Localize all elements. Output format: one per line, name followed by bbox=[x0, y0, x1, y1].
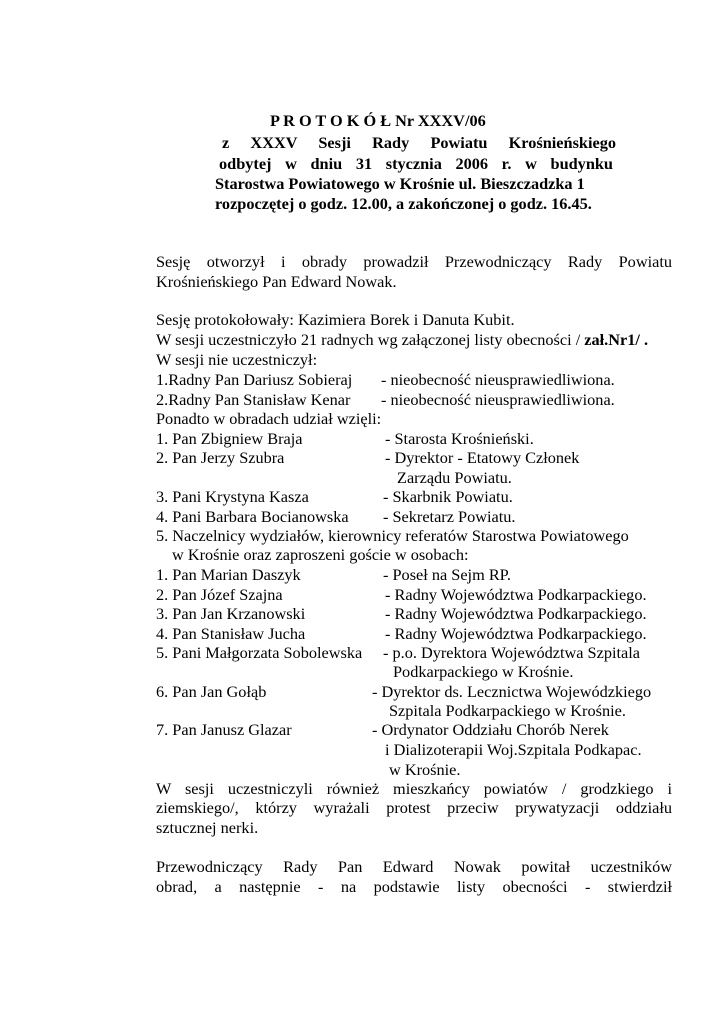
guest-role-cont: Zarządu Powiatu. bbox=[397, 468, 512, 487]
attendance-line bbox=[156, 330, 648, 350]
guest-role: - Skarbnik Powiatu. bbox=[383, 487, 513, 506]
guest-name: 1. Pan Marian Daszyk bbox=[156, 565, 301, 584]
protocol-title: P R O T O K Ó Ł Nr XXXV/06 bbox=[270, 111, 486, 130]
absent-name: 2.Radny Pan Stanisław Kenar bbox=[156, 390, 351, 409]
guest-name: 4. Pan Stanisław Jucha bbox=[156, 624, 306, 643]
guest-role-cont: Szpitala Podkarpackiego w Krośnie. bbox=[389, 701, 626, 720]
guest-role: - Dyrektor - Etatowy Członek bbox=[385, 448, 580, 467]
guest-role: - Radny Województwa Podkarpackiego. bbox=[385, 604, 647, 623]
header-line-3: odbytej w dniu 31 stycznia 2006 r. w budynku bbox=[219, 154, 613, 173]
header-line-2: z XXXV Sesji Rady Powiatu Krośnieńskiego bbox=[222, 133, 616, 152]
opening-paragraph-line-2: Krośnieńskiego Pan Edward Nowak. bbox=[156, 272, 397, 291]
guest-name: 5. Pani Małgorzata Sobolewska bbox=[156, 643, 363, 662]
absent-name: 1.Radny Pan Dariusz Sobieraj bbox=[156, 370, 353, 389]
protocol-writers: Sesję protokołowały: Kazimiera Borek i Danuta Kubit. bbox=[156, 310, 515, 329]
absent-reason: - nieobecność nieusprawiedliwiona. bbox=[381, 370, 615, 389]
guest-role: - p.o. Dyrektora Województwa Szpitala bbox=[383, 643, 641, 662]
item5-line-2: w Krośnie oraz zaproszeni goście w osobach: bbox=[172, 545, 469, 564]
guest-name: 3. Pan Jan Krzanowski bbox=[156, 604, 306, 623]
guest-role-cont: i Dializoterapii Woj.Szpitala Podkapac. bbox=[385, 740, 642, 759]
residents-paragraph-line-3: sztucznej nerki. bbox=[156, 818, 259, 837]
guest-name: 6. Pan Jan Gołąb bbox=[156, 682, 267, 701]
guest-role: - Poseł na Sejm RP. bbox=[383, 565, 511, 584]
closing-paragraph-line-1: Przewodniczący Rady Pan Edward Nowak powitał uczestników bbox=[156, 857, 672, 876]
header-line-5: rozpoczętej o godz. 12.00, a zakończonej o godz. 16.45. bbox=[215, 194, 592, 213]
guest-name: 4. Pani Barbara Bocianowska bbox=[156, 507, 349, 526]
absent-heading: W sesji nie uczestniczył: bbox=[156, 350, 318, 369]
guest-name: 1. Pan Zbigniew Braja bbox=[156, 429, 303, 448]
absent-reason: - nieobecność nieusprawiedliwiona. bbox=[381, 390, 615, 409]
attendance-text: W sesji uczestniczyło 21 radnych wg załączonej listy obecności / bbox=[156, 330, 585, 349]
guest-role-cont: w Krośnie. bbox=[389, 760, 461, 779]
guest-role-cont: Podkarpackiego w Krośnie. bbox=[393, 662, 574, 681]
guests-heading: Ponadto w obradach udział wzięli: bbox=[156, 409, 382, 428]
header-line-4: Starostwa Powiatowego w Krośnie ul. Bieszczadzka 1 bbox=[215, 174, 585, 193]
guest-role: - Radny Województwa Podkarpackiego. bbox=[385, 624, 647, 643]
guest-name: 3. Pani Krystyna Kasza bbox=[156, 487, 309, 506]
attachment-reference: zał.Nr1/ . bbox=[584, 330, 649, 349]
item5-line-1: 5. Naczelnicy wydziałów, kierownicy referatów Starostwa Powiatowego bbox=[156, 526, 629, 545]
guest-name: 2. Pan Józef Szajna bbox=[156, 585, 283, 604]
closing-paragraph-line-2: obrad, a następnie - na podstawie listy obecności - stwierdził bbox=[156, 877, 672, 896]
guest-name: 2. Pan Jerzy Szubra bbox=[156, 448, 285, 467]
residents-paragraph-line-2: ziemskiego/, którzy wyrażali protest przeciw prywatyzacji oddziału bbox=[156, 798, 672, 817]
guest-name: 7. Pan Janusz Glazar bbox=[156, 720, 292, 739]
guest-role: - Dyrektor ds. Lecznictwa Wojewódzkiego bbox=[372, 682, 652, 701]
guest-role: - Starosta Krośnieński. bbox=[385, 429, 534, 448]
opening-paragraph-line-1: Sesję otworzył i obrady prowadził Przewodniczący Rady Powiatu bbox=[156, 252, 672, 271]
guest-role: - Sekretarz Powiatu. bbox=[383, 507, 516, 526]
guest-role: - Ordynator Oddziału Chorób Nerek bbox=[372, 720, 609, 739]
guest-role: - Radny Województwa Podkarpackiego. bbox=[385, 585, 647, 604]
residents-paragraph-line-1: W sesji uczestniczyli również mieszkańcy powiatów / grodzkiego i bbox=[156, 779, 672, 798]
